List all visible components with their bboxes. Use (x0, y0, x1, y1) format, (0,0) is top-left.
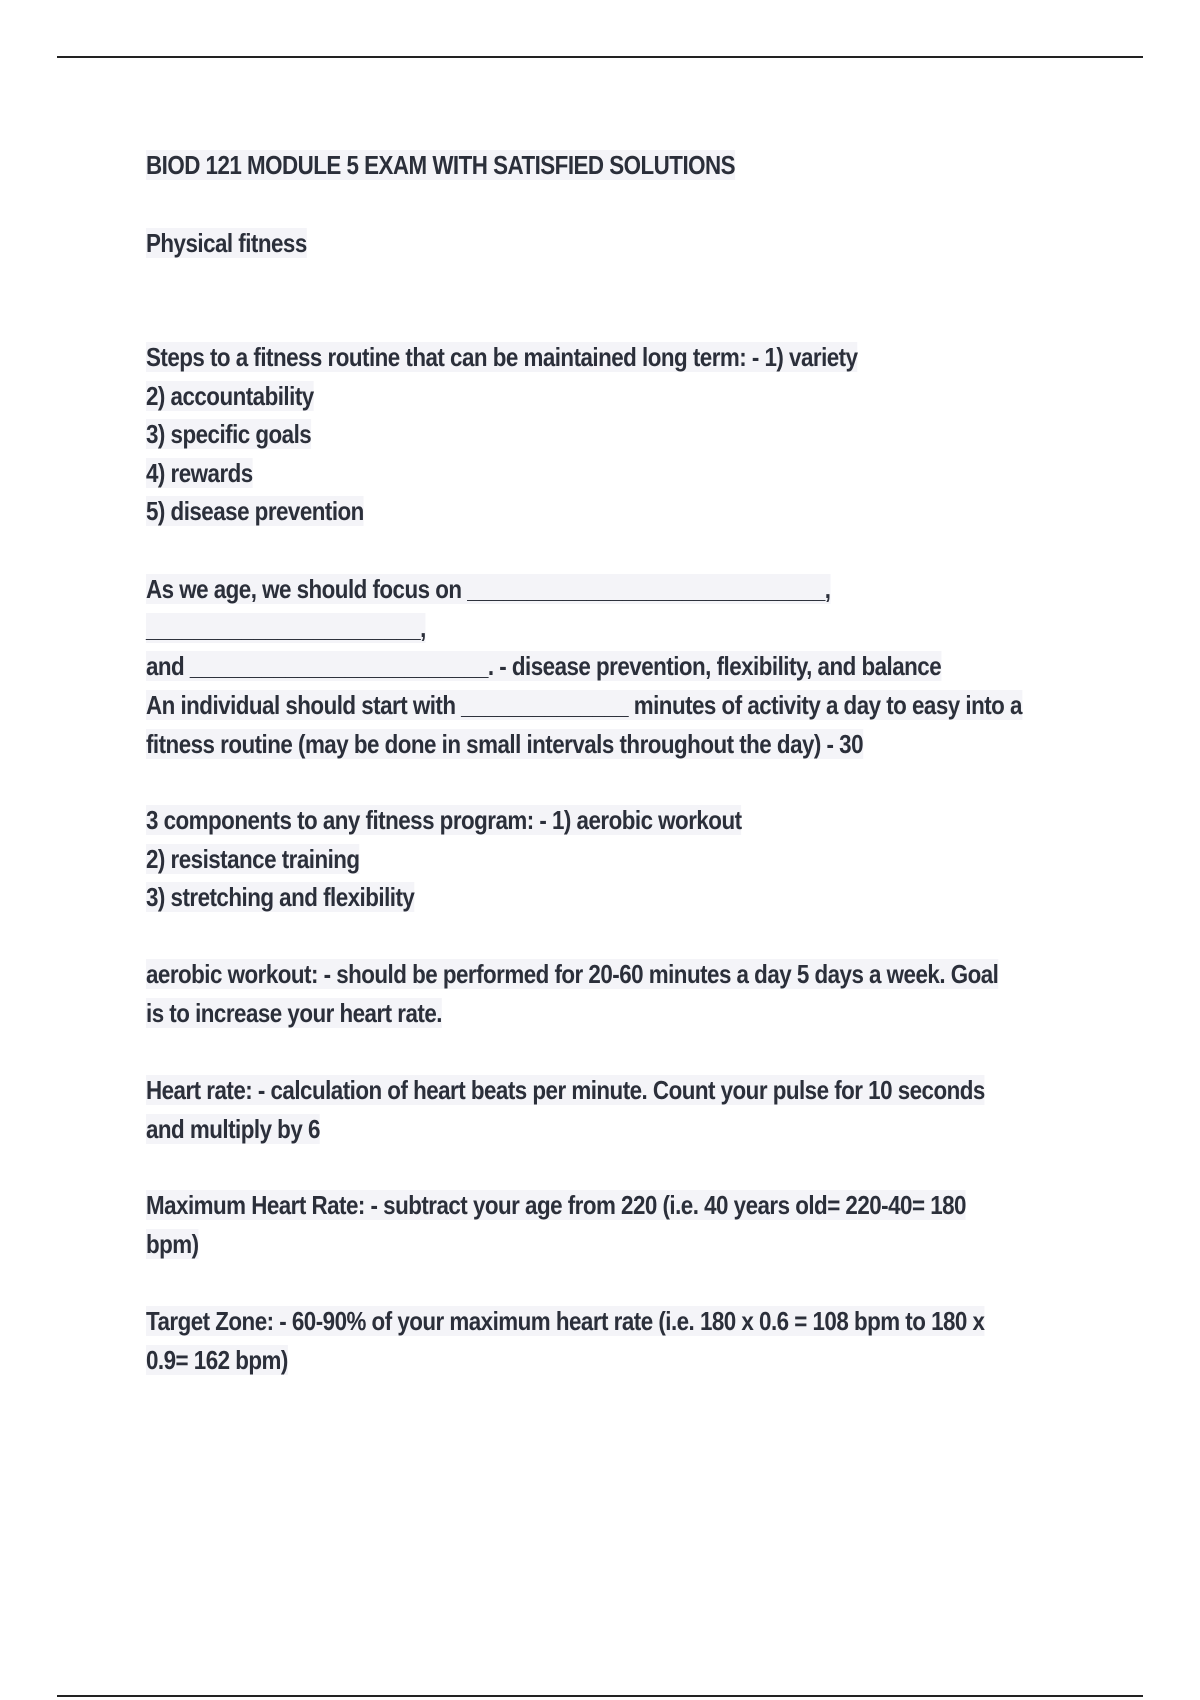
qa-line: bpm) (146, 1228, 199, 1259)
top-rule (57, 56, 1143, 58)
qa-line: Steps to a fitness routine that can be maintained long term: - 1) variety (146, 342, 858, 372)
qa-line: is to increase your heart rate. (146, 997, 442, 1028)
qa-line: 3 components to any fitness program: - 1) aerobic workout (146, 805, 742, 835)
qa-line: 4) rewards (146, 457, 253, 488)
qa-line: An individual should start with ______________ minutes of activity a day to easy into a (146, 690, 1022, 720)
qa-maximum-heart-rate (146, 1186, 1086, 1263)
qa-line: Heart rate: - calculation of heart beats per minute. Count your pulse for 10 seconds (146, 1075, 985, 1105)
qa-line: Target Zone: - 60-90% of your maximum heart rate (i.e. 180 x 0.6 = 108 bpm to 180 x (146, 1306, 985, 1336)
qa-steps-fitness-routine (146, 338, 1086, 531)
qa-line: 5) disease prevention (146, 496, 364, 526)
qa-line: 3) specific goals (146, 419, 312, 449)
qa-line: aerobic workout: - should be performed for 20-60 minutes a day 5 days a week. Goal (146, 959, 999, 989)
document-title: BIOD 121 MODULE 5 EXAM WITH SATISFIED SOLUTIONS (146, 150, 736, 180)
qa-line: 2) accountability (146, 380, 314, 411)
qa-heart-rate (146, 1071, 1086, 1148)
qa-line: fitness routine (may be done in small intervals throughout the day) - 30 (146, 728, 863, 759)
qa-line: 0.9= 162 bpm) (146, 1344, 288, 1375)
qa-line: Maximum Heart Rate: - subtract your age from 220 (i.e. 40 years old= 220-40= 180 (146, 1190, 966, 1220)
qa-aerobic-workout (146, 955, 1086, 1032)
bottom-rule (57, 1695, 1143, 1697)
qa-as-we-age (146, 570, 1086, 686)
qa-line: and multiply by 6 (146, 1113, 320, 1144)
qa-three-components (146, 801, 1086, 917)
section-heading: Physical fitness (146, 228, 307, 258)
qa-line: and _________________________. - disease prevention, flexibility, and balance (146, 651, 942, 681)
qa-line: As we age, we should focus on ______________________________, _______________________, (146, 574, 831, 643)
qa-target-zone (146, 1302, 1086, 1379)
qa-start-minutes (146, 686, 1086, 763)
qa-line: 3) stretching and flexibility (146, 882, 415, 912)
qa-line: 2) resistance training (146, 843, 360, 874)
